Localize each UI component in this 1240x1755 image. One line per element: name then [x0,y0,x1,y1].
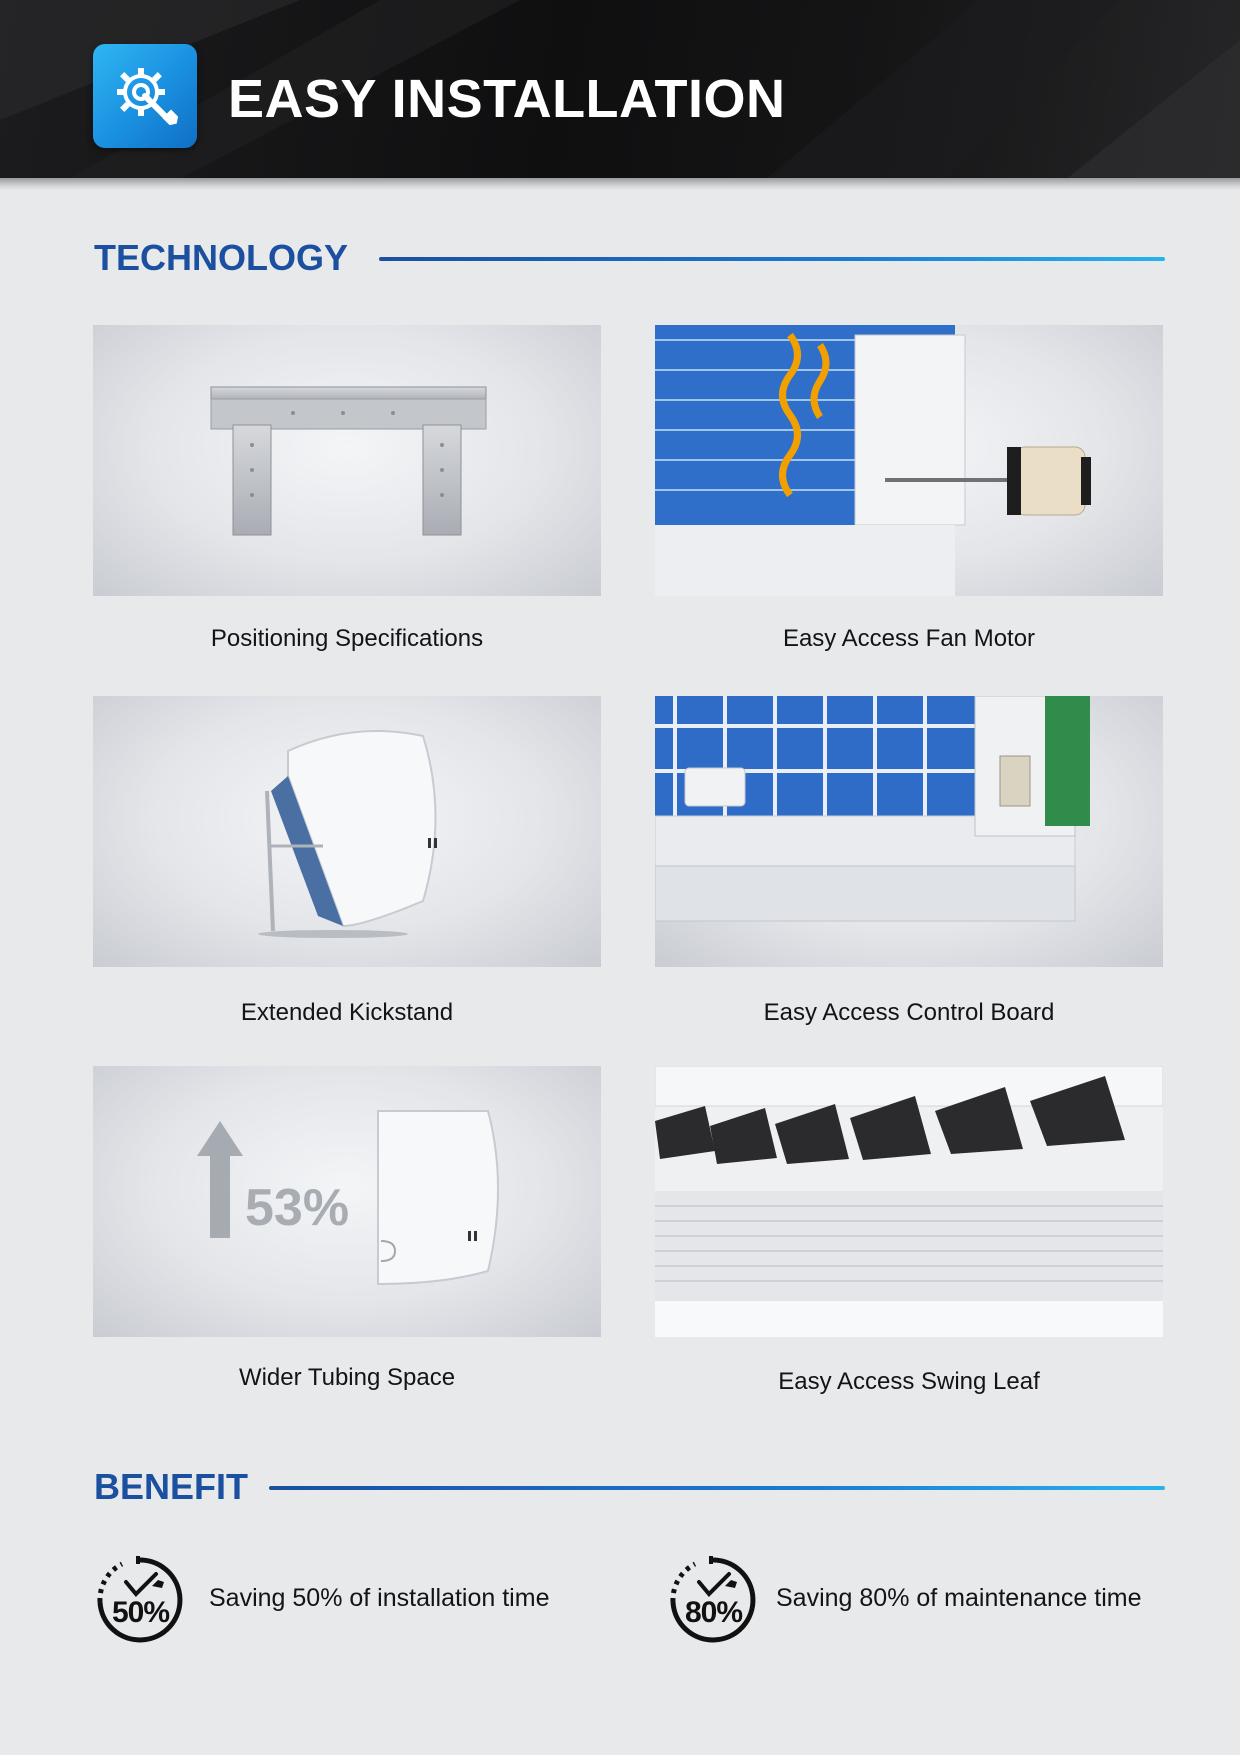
benefit-text: Saving 80% of maintenance time [776,1584,1142,1612]
card-caption: Positioning Specifications [210,625,484,652]
card-caption: Wider Tubing Space [238,1364,456,1391]
benefit-heading: BENEFIT [94,1466,249,1507]
technology-heading-rule [379,257,1165,261]
control-board-image [655,696,1163,967]
swing-leaf-image [655,1066,1163,1337]
card-caption: Extended Kickstand [240,999,454,1026]
tubing-space-percent: 53% [245,1179,350,1237]
benefit-percent-label: 50% [112,1596,170,1629]
card-caption: Easy Access Swing Leaf [778,1368,1040,1395]
up-arrow-icon [210,1151,230,1238]
header-bottom-strip [0,178,1240,190]
extended-kickstand-image [93,696,601,967]
positioning-specifications-image [93,325,601,596]
benefit-percent-label: 80% [685,1596,743,1629]
benefit-heading-rule [269,1486,1165,1490]
page-title: EASY INSTALLATION [228,69,786,129]
card-caption: Easy Access Control Board [763,999,1055,1026]
card-caption: Easy Access Fan Motor [782,625,1036,652]
benefit-text: Saving 50% of installation time [209,1584,550,1612]
fan-motor-image [655,325,1163,596]
wider-tubing-space-image [93,1066,601,1337]
technology-heading: TECHNOLOGY [94,237,349,278]
gear-wrench-icon [107,58,183,134]
installation-logo [93,44,197,148]
